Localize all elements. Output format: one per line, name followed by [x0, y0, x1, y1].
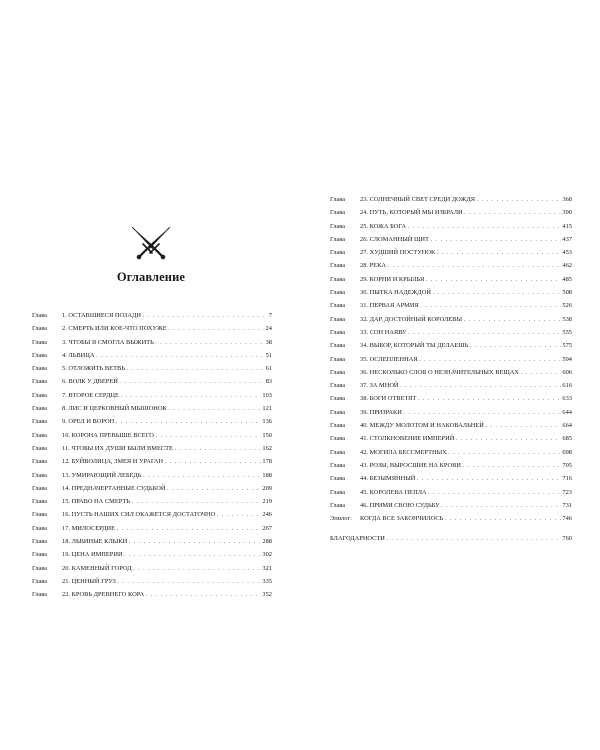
dot-leader — [142, 309, 267, 322]
toc-list-right — [330, 193, 572, 546]
toc-entry-page: 526 — [562, 302, 572, 310]
toc-entry — [32, 455, 272, 468]
toc-entry — [330, 286, 572, 299]
toc-entry-number: 44. — [360, 475, 368, 483]
toc-entry-title: БЕЗЫМЯННЫЙ — [369, 475, 416, 483]
toc-entry-title: ДАР, ДОСТОЙНЫЙ КОРОЛЕВЫ — [369, 315, 463, 323]
toc-entry-number: 23. — [360, 196, 368, 203]
dot-leader — [430, 233, 560, 246]
toc-entry-page: 698 — [562, 448, 572, 456]
toc-entry-page: 485 — [562, 275, 572, 283]
dot-leader — [117, 522, 261, 535]
dot-leader — [167, 482, 261, 495]
toc-entry-page: 162 — [262, 444, 272, 452]
toc-entry-title: ПЕРВАЯ АРМИЯ — [369, 302, 419, 310]
toc-entry-title: ПУСТЬ НАШИХ СИЛ ОКАЖЕТСЯ ДОСТАТОЧНО — [71, 511, 216, 519]
toc-entry-number: 13. — [62, 471, 70, 479]
toc-entry — [330, 313, 572, 326]
toc-entry-number: 45. — [360, 488, 368, 496]
toc-entry — [32, 508, 272, 521]
toc-entry-title: ЛЬВИНЫЕ КЛЫКИ — [71, 538, 128, 546]
toc-entry-page: 51 — [265, 351, 272, 359]
dot-leader — [96, 349, 264, 362]
toc-entry — [32, 349, 272, 362]
dot-leader — [155, 429, 261, 442]
toc-entry-number: 27. — [360, 249, 368, 257]
dot-leader — [174, 442, 260, 455]
toc-entry-title: ЧТОБЫ ИХ ДУШИ БЫЛИ ВМЕСТЕ — [71, 444, 173, 452]
toc-entry-label: Глава — [32, 365, 48, 373]
toc-entry-title: РОЗЫ, ВЫРОСШИЕ НА КРОВИ — [369, 461, 462, 469]
toc-entry-label: Глава — [330, 408, 346, 416]
dot-leader — [521, 366, 561, 379]
toc-entry-label: Глава — [32, 471, 48, 479]
toc-entry-title: ПРИЗРАКИ — [369, 408, 402, 416]
toc-entry-page: 219 — [262, 498, 272, 506]
toc-entry-page: 508 — [562, 289, 572, 297]
toc-entry-label: Глава — [330, 488, 346, 496]
dot-leader — [387, 259, 560, 272]
toc-entry-number: 26. — [360, 235, 368, 243]
toc-entry — [32, 482, 272, 495]
toc-entry-label: Глава — [330, 382, 346, 390]
toc-entry — [330, 499, 572, 512]
toc-entry-label: Глава — [32, 458, 48, 466]
toc-entry-number: 32. — [360, 315, 368, 323]
toc-entry — [32, 469, 272, 482]
toc-entry — [32, 588, 272, 601]
dot-leader — [133, 562, 261, 575]
toc-entry-title: УМИРАЮЩИЙ ЛЕБЕДЬ — [71, 471, 142, 479]
dot-leader — [155, 336, 264, 349]
toc-entry-title: ПЫТКА НАДЕЖДОЙ — [369, 289, 431, 297]
dot-leader — [124, 548, 261, 561]
toc-entry — [330, 353, 572, 366]
toc-entry-number: 22. — [62, 591, 70, 599]
toc-entry-page: 288 — [262, 538, 272, 546]
toc-entry-number: 5. — [62, 365, 67, 373]
toc-entry-page: 121 — [262, 405, 272, 413]
toc-entry-page: 83 — [265, 378, 272, 386]
toc-entry-page: 352 — [262, 591, 272, 599]
toc-entry-number: 37. — [360, 382, 368, 390]
toc-entry-title: ОСТАВШИЕСЯ ПОЗАДИ — [68, 312, 141, 319]
toc-entry — [330, 233, 572, 246]
toc-entry-title: ЗА МНОЙ — [369, 382, 399, 390]
toc-entry-label: Глава — [32, 538, 48, 546]
toc-entry — [32, 522, 272, 535]
toc-entry — [32, 562, 272, 575]
toc-entry-page: 555 — [562, 328, 572, 336]
toc-entry-label: Глава — [32, 312, 48, 319]
toc-entry-label: Глава — [32, 591, 48, 599]
toc-entry-page: 150 — [262, 431, 272, 439]
toc-entry-number: 35. — [360, 355, 368, 363]
toc-acknowledgements — [330, 532, 572, 545]
toc-entry-page: 616 — [562, 382, 572, 390]
dot-leader — [116, 415, 261, 428]
toc-entry-number: 36. — [360, 368, 368, 376]
toc-entry-page: 685 — [562, 435, 572, 443]
toc-entry-title: КОРОЛЕВА ПЕПЛА — [369, 488, 427, 496]
dot-leader — [400, 379, 561, 392]
toc-entry — [330, 406, 572, 419]
toc-entry-title: ЧТОБЫ Я СМОГЛА ВЫЖИТЬ — [68, 338, 154, 346]
dot-leader — [165, 455, 261, 468]
toc-entry-number: 41. — [360, 435, 368, 443]
toc-entry-title: ПУТЬ, КОТОРЫЙ МЫ ИЗБРАЛИ — [369, 209, 463, 217]
dot-leader — [217, 508, 261, 521]
toc-entry — [330, 512, 572, 525]
toc-entry-title: КОРОНА ПРЕВЫШЕ ВСЕГО — [71, 431, 154, 439]
toc-entry — [330, 472, 572, 485]
toc-entry-label: Глава — [32, 484, 48, 492]
toc-entry-number: 42. — [360, 448, 368, 456]
toc-entry-number: 38. — [360, 395, 368, 403]
toc-entry — [330, 379, 572, 392]
toc-entry — [32, 442, 272, 455]
toc-entry-number: 4. — [62, 351, 67, 359]
toc-entry-number: 34. — [360, 342, 368, 350]
toc-entry-number: 30. — [360, 289, 368, 297]
toc-entry-number: 11. — [62, 444, 70, 452]
toc-entry-label: Глава — [32, 431, 48, 439]
toc-entry — [32, 429, 272, 442]
toc-entry-title: ПРИМИ СВОЮ СУДЬБУ — [369, 501, 440, 509]
toc-entry — [32, 575, 272, 588]
toc-entry-number: 6. — [62, 378, 67, 386]
toc-entry-number: 12. — [62, 458, 70, 466]
toc-entry-label: Глава — [32, 405, 48, 413]
toc-entry — [330, 392, 572, 405]
toc-entry-title: ЦЕНА ИМПЕРИИ — [71, 551, 123, 559]
toc-entry-number: 15. — [62, 498, 70, 506]
toc-entry-number: 3. — [62, 338, 67, 346]
dot-leader — [433, 286, 561, 299]
toc-entry — [330, 459, 572, 472]
toc-entry-page: 267 — [262, 524, 272, 532]
toc-entry-title: ЛЬВИЦА — [68, 351, 95, 359]
toc-entry — [330, 273, 572, 286]
toc-entry-label: Глава — [32, 338, 48, 346]
toc-entry-label: Глава — [32, 418, 48, 426]
toc-entry-title: МЕЖДУ МОЛОТОМ И НАКОВАЛЬНЕЙ — [369, 422, 484, 430]
toc-entry-page: 705 — [562, 461, 572, 469]
toc-entry — [330, 339, 572, 352]
toc-entry — [330, 486, 572, 499]
toc-entry-label: Глава — [330, 448, 346, 456]
toc-entry — [330, 193, 572, 206]
toc-entry — [32, 322, 272, 335]
toc-entry-label: Глава — [330, 235, 346, 243]
toc-entry-number: 24. — [360, 209, 368, 217]
toc-entry-number: 19. — [62, 551, 70, 559]
toc-entry-label: Глава — [330, 275, 346, 283]
toc-entry — [32, 402, 272, 415]
toc-entry-label: Глава — [330, 249, 346, 257]
toc-entry-label: Глава — [330, 342, 346, 350]
toc-entry — [32, 415, 272, 428]
toc-entry-title: МОГИЛА БЕССМЕРТНЫХ — [369, 448, 447, 456]
toc-entry-title: ОТЛОЖИТЬ ВЕТВЬ — [68, 365, 125, 373]
toc-entry-page: 188 — [262, 471, 272, 479]
toc-entry-label: Глава — [330, 289, 346, 297]
toc-entry-label: Глава — [330, 262, 346, 270]
toc-entry-number: 8. — [62, 405, 67, 413]
toc-entry-label: Глава — [330, 328, 346, 336]
toc-entry-label: Глава — [32, 551, 48, 559]
toc-entry-label: Глава — [32, 325, 48, 333]
dot-leader — [428, 486, 561, 499]
left-page — [0, 0, 290, 750]
dot-leader — [117, 575, 261, 588]
dot-leader — [437, 246, 561, 259]
toc-entry-label: Эпилог: — [330, 515, 352, 523]
toc-entry-page: 606 — [562, 368, 572, 376]
toc-entry-page: 136 — [262, 418, 272, 426]
toc-entry-page: 462 — [562, 262, 572, 270]
toc-entry — [330, 246, 572, 259]
toc-entry-page: 760 — [562, 535, 572, 543]
toc-entry-number: 40. — [360, 422, 368, 430]
toc-entry-label: Глава — [330, 315, 346, 323]
toc-entry-page: 453 — [562, 249, 572, 257]
toc-entry-page: 61 — [265, 365, 272, 373]
dot-leader — [407, 220, 560, 233]
toc-entry-label: Глава — [32, 564, 48, 572]
toc-entry-title: СМЕРТЬ ИЛИ КОЕ-ЧТО ПОХУЖЕ — [68, 325, 167, 333]
dot-leader — [426, 273, 561, 286]
toc-entry-label: Глава — [330, 501, 346, 509]
dot-leader — [129, 535, 261, 548]
toc-entry — [32, 362, 272, 375]
dot-leader — [464, 206, 561, 219]
dot-leader — [168, 402, 261, 415]
toc-entry-number: 7. — [62, 391, 67, 399]
dot-leader — [456, 432, 561, 445]
toc-entry-title: КОЖА БОГА — [369, 222, 406, 230]
toc-entry-page: 38 — [265, 338, 272, 346]
toc-entry-label: Глава — [32, 577, 48, 585]
toc-entry-number: 18. — [62, 538, 70, 546]
toc-entry-label: Глава — [32, 524, 48, 532]
toc-entry-title: ОРЕЛ И ВОРОН — [68, 418, 115, 426]
toc-entry-title: КРОВЬ ДРЕВНЕГО КОРА — [71, 591, 145, 599]
toc-entry-page: 390 — [562, 209, 572, 217]
toc-entry-title: СТОЛКНОВЕНИЕ ИМПЕРИЙ — [369, 435, 455, 443]
toc-entry — [330, 220, 572, 233]
toc-entry-title: КОГДА ВСЕ ЗАКОНЧИЛОСЬ — [360, 515, 444, 523]
toc-entry-title: СОН НАЯВУ — [369, 328, 407, 336]
toc-entry-label: Глава — [330, 368, 346, 376]
toc-entry-page: 24 — [265, 325, 272, 333]
toc-entry-number: 43. — [360, 461, 368, 469]
dot-leader — [485, 419, 561, 432]
toc-entry-page: 7 — [268, 312, 272, 319]
toc-entry-page: 716 — [562, 475, 572, 483]
toc-entry-number: 25. — [360, 222, 368, 230]
toc-entry — [330, 419, 572, 432]
right-page — [300, 0, 590, 750]
toc-entry-page: 538 — [562, 315, 572, 323]
toc-entry-label: Глава — [330, 222, 346, 230]
toc-entry-label: Глава — [330, 209, 346, 217]
toc-entry-number: 9. — [62, 418, 67, 426]
dot-leader — [420, 299, 561, 312]
toc-entry-label: Глава — [330, 395, 346, 403]
toc-entry — [330, 299, 572, 312]
toc-entry — [330, 326, 572, 339]
toc-entry-page: 437 — [562, 235, 572, 243]
dot-leader — [408, 326, 561, 339]
dot-leader — [403, 406, 561, 419]
dot-leader — [418, 392, 561, 405]
dot-leader — [143, 469, 261, 482]
toc-entry-number: 39. — [360, 408, 368, 416]
dot-leader — [417, 472, 561, 485]
toc-entry-title: НЕСКОЛЬКО СЛОВ О НЕЗНАЧИТЕЛЬНЫХ ВЕЩАХ — [369, 368, 520, 376]
toc-entry-label: Глава — [32, 378, 48, 386]
toc-entry-number: 10. — [62, 431, 70, 439]
toc-entry-page: 209 — [262, 484, 272, 492]
dot-leader — [168, 322, 264, 335]
toc-entry-label: Глава — [32, 351, 48, 359]
dot-leader — [146, 588, 261, 601]
toc-entry-number: 1. — [62, 312, 67, 319]
toc-entry — [32, 336, 272, 349]
toc-entry-label: Глава — [32, 511, 48, 519]
toc-entry-page: 731 — [562, 501, 572, 509]
toc-entry-title: ХУДШИЙ ПОСТУПОК — [369, 249, 436, 257]
toc-entry — [32, 309, 272, 322]
toc-entry-title: ВТОРОЕ СЕРДЦЕ — [68, 391, 119, 399]
dot-leader — [463, 459, 561, 472]
toc-entry-title: КАМЕННЫЙ ГОРОД — [71, 564, 132, 572]
toc-entry-label: Глава — [330, 461, 346, 469]
toc-entry-label: Глава — [330, 302, 346, 310]
toc-entry — [330, 206, 572, 219]
toc-entry — [32, 389, 272, 402]
dot-leader — [126, 362, 264, 375]
toc-entry-title: ПРАВО НА СМЕРТЬ — [71, 498, 130, 506]
toc-entry-title: ВЫБОР, КОТОРЫЙ ТЫ ДЕЛАЕШЬ — [369, 342, 469, 350]
toc-entry-number: 21. — [62, 577, 70, 585]
toc-entry — [32, 495, 272, 508]
toc-entry-title: БЛАГОДАРНОСТИ — [330, 535, 385, 543]
toc-entry-number: 20. — [62, 564, 70, 572]
toc-entry — [32, 535, 272, 548]
toc-entry-title: БОГИ ОТВЕТЯТ — [369, 395, 417, 403]
toc-entry-label: Глава — [32, 391, 48, 399]
toc-entry-page: 594 — [562, 355, 572, 363]
dot-leader — [119, 375, 264, 388]
toc-entry-page: 368 — [562, 196, 572, 203]
toc-entry-label: Глава — [330, 422, 346, 430]
dot-leader — [419, 353, 561, 366]
toc-entry-label: Глава — [330, 435, 346, 443]
toc-entry-title: СЛОМАННЫЙ ЩИТ — [369, 235, 429, 243]
toc-entry-label: Глава — [32, 498, 48, 506]
toc-entry-label: Глава — [32, 444, 48, 452]
toc-entry-number: 29. — [360, 275, 368, 283]
toc-entry-title: МИЛОСЕРДИЕ — [71, 524, 116, 532]
dot-leader — [476, 193, 560, 206]
toc-entry-page: 644 — [562, 408, 572, 416]
toc-entry-number: 14. — [62, 484, 70, 492]
toc-entry — [330, 259, 572, 272]
toc-entry-title: РЕКА — [369, 262, 386, 270]
toc-entry-number: 33. — [360, 328, 368, 336]
dot-leader — [445, 512, 561, 525]
toc-entry-label: Глава — [330, 196, 346, 203]
dot-leader — [386, 532, 560, 545]
toc-entry-number: 31. — [360, 302, 368, 310]
toc-entry-page: 178 — [262, 458, 272, 466]
dot-leader — [441, 499, 561, 512]
dot-leader — [120, 389, 261, 402]
toc-entry — [330, 446, 572, 459]
toc-entry-page: 103 — [262, 391, 272, 399]
toc-entry — [32, 548, 272, 561]
crossed-swords-icon — [126, 225, 176, 263]
toc-entry-page: 302 — [262, 551, 272, 559]
toc-entry-page: 746 — [562, 515, 572, 523]
toc-entry-title: КОРНИ И КРЫЛЬЯ — [369, 275, 425, 283]
toc-entry-page: 575 — [562, 342, 572, 350]
toc-entry-page: 664 — [562, 422, 572, 430]
toc-entry-title: ЛИС И ЦЕРКОВНЫЙ МЫШОНОК — [68, 405, 167, 413]
toc-entry-number: 46. — [360, 501, 368, 509]
dot-leader — [448, 446, 561, 459]
toc-entry-title: ОСЛЕПЛЕННАЯ — [369, 355, 418, 363]
toc-entry — [330, 432, 572, 445]
toc-entry — [330, 366, 572, 379]
page-title: Оглавление — [116, 270, 186, 284]
toc-entry-page: 321 — [262, 564, 272, 572]
toc-entry-number: 16. — [62, 511, 70, 519]
toc-entry-title: ЦЕННЫЙ ГРУЗ — [71, 577, 116, 585]
toc-entry-title: СОЛНЕЧНЫЙ СВЕТ СРЕДИ ДОЖДЯ — [369, 196, 475, 203]
toc-entry-page: 415 — [562, 222, 572, 230]
toc-entry-label: Глава — [330, 355, 346, 363]
toc-entry-page: 246 — [262, 511, 272, 519]
toc-entry — [32, 375, 272, 388]
toc-entry-title: ВОЛК У ДВЕРЕЙ — [68, 378, 118, 386]
toc-entry-page: 633 — [562, 395, 572, 403]
toc-entry-number: 2. — [62, 325, 67, 333]
dot-leader — [464, 313, 561, 326]
toc-entry-label: Глава — [330, 475, 346, 483]
dot-leader — [131, 495, 260, 508]
toc-entry-page: 723 — [562, 488, 572, 496]
toc-entry-title: БУЙВОЛИЦА, ЗМЕЯ И УРАГАН — [71, 458, 164, 466]
toc-entry-number: 17. — [62, 524, 70, 532]
toc-entry-number: 28. — [360, 262, 368, 270]
toc-entry-page: 335 — [262, 577, 272, 585]
dot-leader — [470, 339, 561, 352]
toc-entry-title: ПРЕДНАЧЕРТАННЫЕ СУДЬБОЙ — [71, 484, 166, 492]
toc-list-left — [32, 309, 272, 602]
